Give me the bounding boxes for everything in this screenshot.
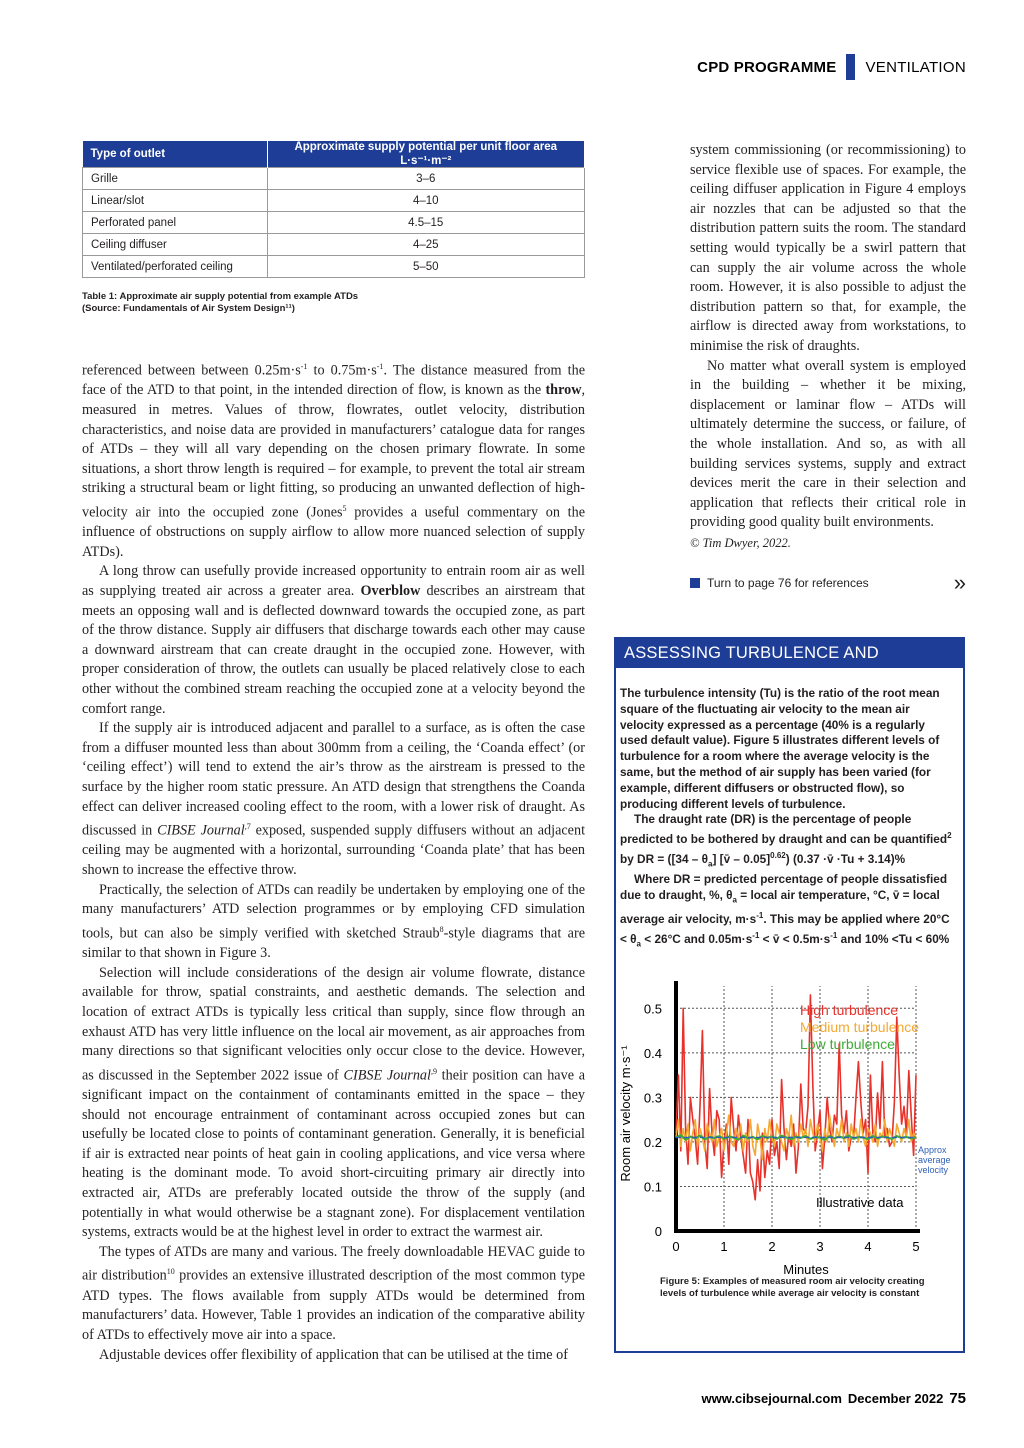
x-tick-label: 4 xyxy=(864,1239,872,1254)
references-link-label: Turn to page 76 for references xyxy=(707,576,869,590)
turbulence-draught-box xyxy=(614,637,965,1353)
table-row xyxy=(83,256,585,278)
table-caption-title: Table 1: Approximate air supply potential from example ATDs xyxy=(82,291,359,302)
paragraph: system commissioning (or recommissioning) to service flexible use of spaces. For example, the ceiling diffuser application in Figure 4 employs air nozzles that can be adjusted so that the distribution pattern suits the room. The standard setting would typically be a swirl pattern that can supply the air volume across the whole room. However, it is also possible to adjust the distribution pattern so that, for example, the airflow is directed away from workstations, to minimise the risk of draughts. xyxy=(690,142,966,354)
paragraph: No matter what overall system is employed in the building – whether it be mixing, displacement or laminar flow – ATDs will ultimately determine the success, or failure, of the whole installation. And so, as with all building services systems, supply and extract devices merit the care in their selection and application that reflects their critical role in providing good quality built environments. xyxy=(690,357,966,531)
y-tick-label: 0.3 xyxy=(643,1090,662,1106)
velocity-chart xyxy=(616,976,963,1276)
average-annotation: Approx xyxy=(918,1145,947,1155)
right-column-text xyxy=(690,141,966,553)
x-tick-label: 1 xyxy=(720,1239,728,1254)
paragraph: If the supply air is introduced adjacent and parallel to a surface, as is often the case from a diffuser mounted less than about 300mm from a ceiling, the ‘Coanda effect’ (or ‘ceiling effect’) will tend to extend the air’s throw as the airstream is pressed to the surface by the higher room static pressure. An ATD design that strengthens the Coanda effect can deliver increased cooling effect to the room, with a lower risk of draught. As discussed in CIBSE Journal$^{,7}$ exposed, suspended supply diffusers without an adjacent ceiling may be augmented with a horizontal, surrounding ‘Coanda plate’ that has been shown to increase the effective throw. xyxy=(82,720,586,879)
average-annotation: average xyxy=(918,1155,951,1165)
table-cell: 3–6 xyxy=(267,168,585,190)
table-cell: 4.5–15 xyxy=(267,212,585,234)
x-axis-label: Minutes xyxy=(783,1262,829,1276)
header-section: VENTILATION xyxy=(865,58,966,76)
table-row xyxy=(83,234,585,256)
page-footer xyxy=(702,1390,966,1407)
paragraph: Where DR = predicted percentage of people dissatisfied due to draught, %, $\theta_a$ = local air temperature, °C, v̄ = local average air velocity, $m\cdot s^{-1}$. This may be applied where $20^\circ C < \theta_a < 26^\circ C$ and $0.05m\cdot s^{-1}$ < v̄ < $0.5m\cdot s^{-1}$ and 10% <Tu < 60% xyxy=(620,871,950,948)
running-header xyxy=(697,56,966,78)
table-row xyxy=(83,212,585,234)
box-title: ASSESSING TURBULENCE AND DRAUGHT xyxy=(616,639,963,668)
paragraph: referenced between between $0.25m\cdot s^{-1}$ to $0.75m\cdot s^{-1}$. The distance measured from the face of the ATD to that point, in the intended direction of flow, is known as the throw, measured in metres. Values of throw, flowrates, outlet velocity, distribution characteristics, and noise data are provided in manufacturers’ catalogue data for ranges of ATDs – they will all vary depending on the chosen primary flowrate. In some situations, a short throw length is required – for example, to prevent the total air stream striking a structural beam or light fitting, so producing an unwanted deflection of high-velocity air into the occupied zone (Jones$^5$ provides a useful commentary on the influence of obstructions on supply airflow to allow more nuanced selection of supply ATDs). xyxy=(82,362,586,560)
legend-medium: Medium turbulence xyxy=(800,1019,920,1035)
table-row xyxy=(83,190,585,212)
paragraph: The turbulence intensity (Tu) is the ratio of the root mean square of the fluctuating air velocity to the mean air velocity expressed as a percentage (40% is a regularly used default value). Figure 5 illustrates different levels of turbulence for a room where the average velocity is the same, but the method of air supply has been varied (for example, different diffusers or obstructed flow), so producing different levels of turbulence. xyxy=(620,686,940,811)
atd-supply-table xyxy=(82,141,585,278)
x-tick-label: 2 xyxy=(768,1239,776,1254)
table-cell: Perforated panel xyxy=(83,212,268,234)
x-tick-label: 5 xyxy=(912,1239,920,1254)
figure-caption xyxy=(660,1276,950,1300)
paragraph: The types of ATDs are many and various. The freely downloadable HEVAC guide to air distribution$^{10}$ provides an extensive illustrated description of the most common type ATD types. The flows available from supply ATDs would be determined from manufacturers’ data. However, Table 1 provides an indication of the comparative ability of ATDs to effectively move air into a space. xyxy=(82,1243,585,1343)
left-column-text xyxy=(82,357,585,1365)
paragraph: Adjustable devices offer flexibility of application that can be utilised at the time of xyxy=(99,1346,568,1363)
references-link[interactable] xyxy=(690,570,966,595)
page-number: 75 xyxy=(949,1390,966,1407)
illustrative-note: Illustrative data xyxy=(816,1195,904,1210)
table-header-row xyxy=(83,141,585,168)
table-row xyxy=(83,168,585,190)
footer-url[interactable]: www.cibsejournal.com xyxy=(701,1391,842,1406)
average-annotation: velocity xyxy=(918,1165,949,1175)
table-cell: Linear/slot xyxy=(83,190,268,212)
paragraph: A long throw can usefully provide increased opportunity to entrain room air as well as supplying treated air across a greater area. Overblow describes an airstream that meets an opposing wall and is deflected downward towards the occupied zone, as part of the throw distance. Supply air diffusers that discharge towards each other may cause a downward airstream that can create draught in the occupied zone. However, with proper consideration of throw, the outlets can usually be placed relatively close to each other without the combined stream reaching the occupied zone at a velocity beyond the comfort range. xyxy=(82,563,585,717)
y-tick-label: 0.5 xyxy=(643,1001,662,1017)
table-caption xyxy=(82,291,582,315)
figure-caption-line: levels of turbulence while average air velocity is constant xyxy=(660,1288,920,1299)
square-bullet-icon xyxy=(690,578,700,588)
table-caption-source: (Source: Fundamentals of Air System Design¹¹) xyxy=(82,303,295,314)
y-axis-label: Room air velocity m·s⁻¹ xyxy=(618,1045,633,1182)
y-tick-label: 0.2 xyxy=(643,1134,662,1150)
table-cell: Ventilated/perforated ceiling xyxy=(83,256,268,278)
paragraph: Practically, the selection of ATDs can readily be undertaken by employing one of the many manufacturers’ ATD selection programmes or by employing CFD simulation tools, but can also be simply verified with sketched Straub$^8$-style diagrams that are similar to that shown in Figure 3. xyxy=(82,881,586,962)
paragraph: The draught rate (DR) is the percentage of people predicted to be bothered by draught and can be quantified$^2$ by DR = ($[34 - \theta_a]$ [v̄ – 0.05]$^{0.62}$) (0.37 ·v̄ ·Tu + 3.14)% xyxy=(620,812,952,869)
legend-high: High turbulence xyxy=(800,1002,899,1018)
table-cell: Ceiling diffuser xyxy=(83,234,268,256)
paragraph: Selection will include considerations of the design air volume flowrate, distance available for throw, spatial constraints, and aesthetic demands. The selection and location of extract ATDs is typically less critical than supply, since flow through an exhaust ATD has very little influence on the local air movement, as air approaches from many directions so that significant velocities only occur close to the device. However, as discussed in the September 2022 issue of CIBSE Journal$^{,9}$ their position can have a significant impact on the containment of contaminants emitted in the space – they should not encourage entrainment of contaminant across occupied zones but can usefully be located close to points of contaminant generation. Generally, it is beneficial if air is extracted near points of heat gain in cooling applications, and vice versa where heating is the dominant mode. To avoid short-circuiting primary air directly into extracted air, ATDs are preferably located outside the throw of the supply (and potentially in what would otherwise be a stagnant zone). For displacement ventilation systems, extracts would be at the highest level in order to extract the warmest air. xyxy=(82,964,586,1241)
table-cell: Grille xyxy=(83,168,268,190)
header-divider-bar xyxy=(846,54,855,80)
table-header-outlet: Type of outlet xyxy=(83,141,268,168)
table-cell: 4–25 xyxy=(267,234,585,256)
table-cell: 5–50 xyxy=(267,256,585,278)
table-cell: 4–10 xyxy=(267,190,585,212)
header-programme: CPD PROGRAMME xyxy=(697,58,837,76)
y-tick-label: 0 xyxy=(654,1224,662,1239)
x-tick-label: 3 xyxy=(816,1239,824,1254)
legend-low: Low turbulence xyxy=(800,1036,895,1052)
y-tick-label: 0.1 xyxy=(643,1179,662,1195)
box-text xyxy=(620,686,954,952)
author-signature: © Tim Dwyer, 2022. xyxy=(690,535,791,550)
double-chevron-right-icon: » xyxy=(953,570,966,595)
footer-issue: December 2022 xyxy=(847,1391,944,1406)
y-tick-label: 0.4 xyxy=(643,1045,662,1061)
figure-caption-line: Figure 5: Examples of measured room air velocity creating xyxy=(660,1276,925,1287)
x-tick-label: 0 xyxy=(672,1239,680,1254)
table-header-supply: Approximate supply potential per unit floor area L·s⁻¹·m⁻² xyxy=(267,141,585,168)
